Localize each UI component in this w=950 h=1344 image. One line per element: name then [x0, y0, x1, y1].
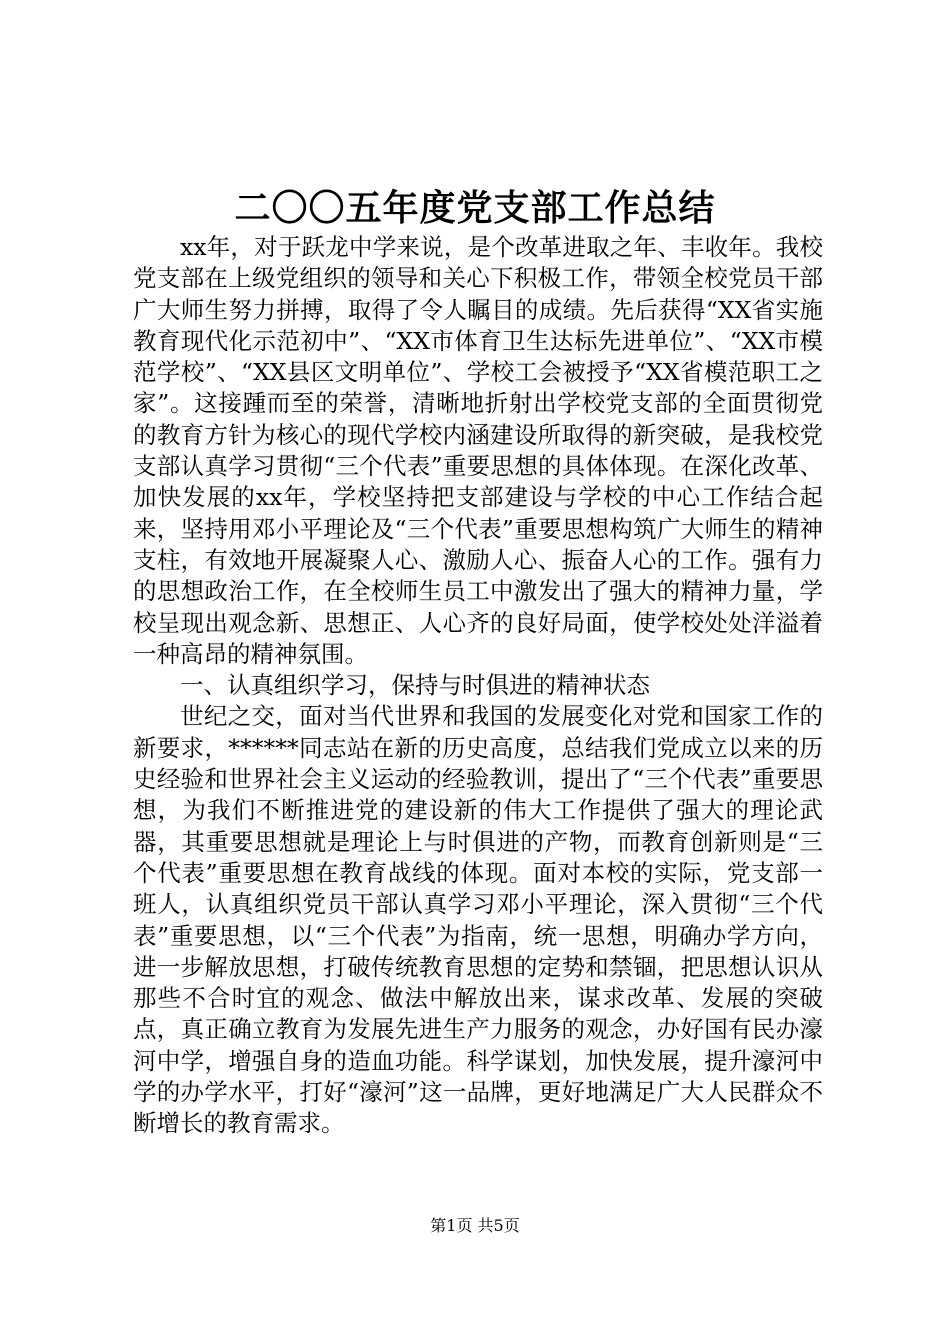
- paragraph-intro: xx年，对于跃龙中学来说，是个改革进取之年、丰收年。我校党支部在上级党组织的领导和关心下积极工作，带领全校党员干部广大师生努力拼搏，取得了令人瞩目的成绩。先后获得“XX省实施教育现代化示范初中”、“XX市体育卫生达标先进单位”、“XX市模范学校”、“XX县区文明单位”、学校工会被授予“XX省模范职工之家”。这接踵而至的荣誉，清晰地折射出学校党支部的全面贯彻党的教育方针为核心的现代学校内涵建设所取得的新突破，是我校党支部认真学习贯彻“三个代表”重要思想的具体体现。在深化改革、加快发展的xx年，学校坚持把支部建设与学校的中心工作结合起来，坚持用邓小平理论及“三个代表”重要思想构筑广大师生的精神支柱，有效地开展凝聚人心、激励人心、振奋人心的工作。强有力的思想政治工作，在全校师生员工中激发出了强大的精神力量，学校呈现出观念新、思想正、人心齐的良好局面，使学校处处洋溢着一种高昂的精神氛围。: [133, 233, 823, 668]
- document-title: 二〇〇五年度党支部工作总结: [234, 187, 716, 229]
- document-body: [133, 232, 823, 1140]
- page-footer: 第1页 共5页: [430, 1216, 520, 1235]
- paragraph-section-1: 世纪之交，面对当代世界和我国的发展变化对党和国家工作的新要求，******同志站在新的历史高度，总结我们党成立以来的历史经验和世界社会主义运动的经验教训，提出了“三个代表”重要思想，为我们不断推进党的建设新的伟大工作提供了强大的理论武器，其重要思想就是理论上与时俱进的产物，而教育创新则是“三个代表”重要思想在教育战线的体现。面对本校的实际，党支部一班人，认真组织党员干部认真学习邓小平理论，深入贯彻“三个代表”重要思想，以“三个代表”为指南，统一思想，明确办学方向，进一步解放思想，打破传统教育思想的定势和禁锢，把思想认识从那些不合时宜的观念、做法中解放出来，谋求改革、发展的突破点，真正确立教育为发展先进生产力服务的观念，办好国有民办濠河中学，增强自身的造血功能。科学谋划，加快发展，提升濠河中学的办学水平，打好“濠河”这一品牌，更好地满足广大人民群众不断增长的教育需求。: [133, 702, 823, 1138]
- section-heading-1: 一、认真组织学习，保持与时俱进的精神状态: [180, 671, 650, 700]
